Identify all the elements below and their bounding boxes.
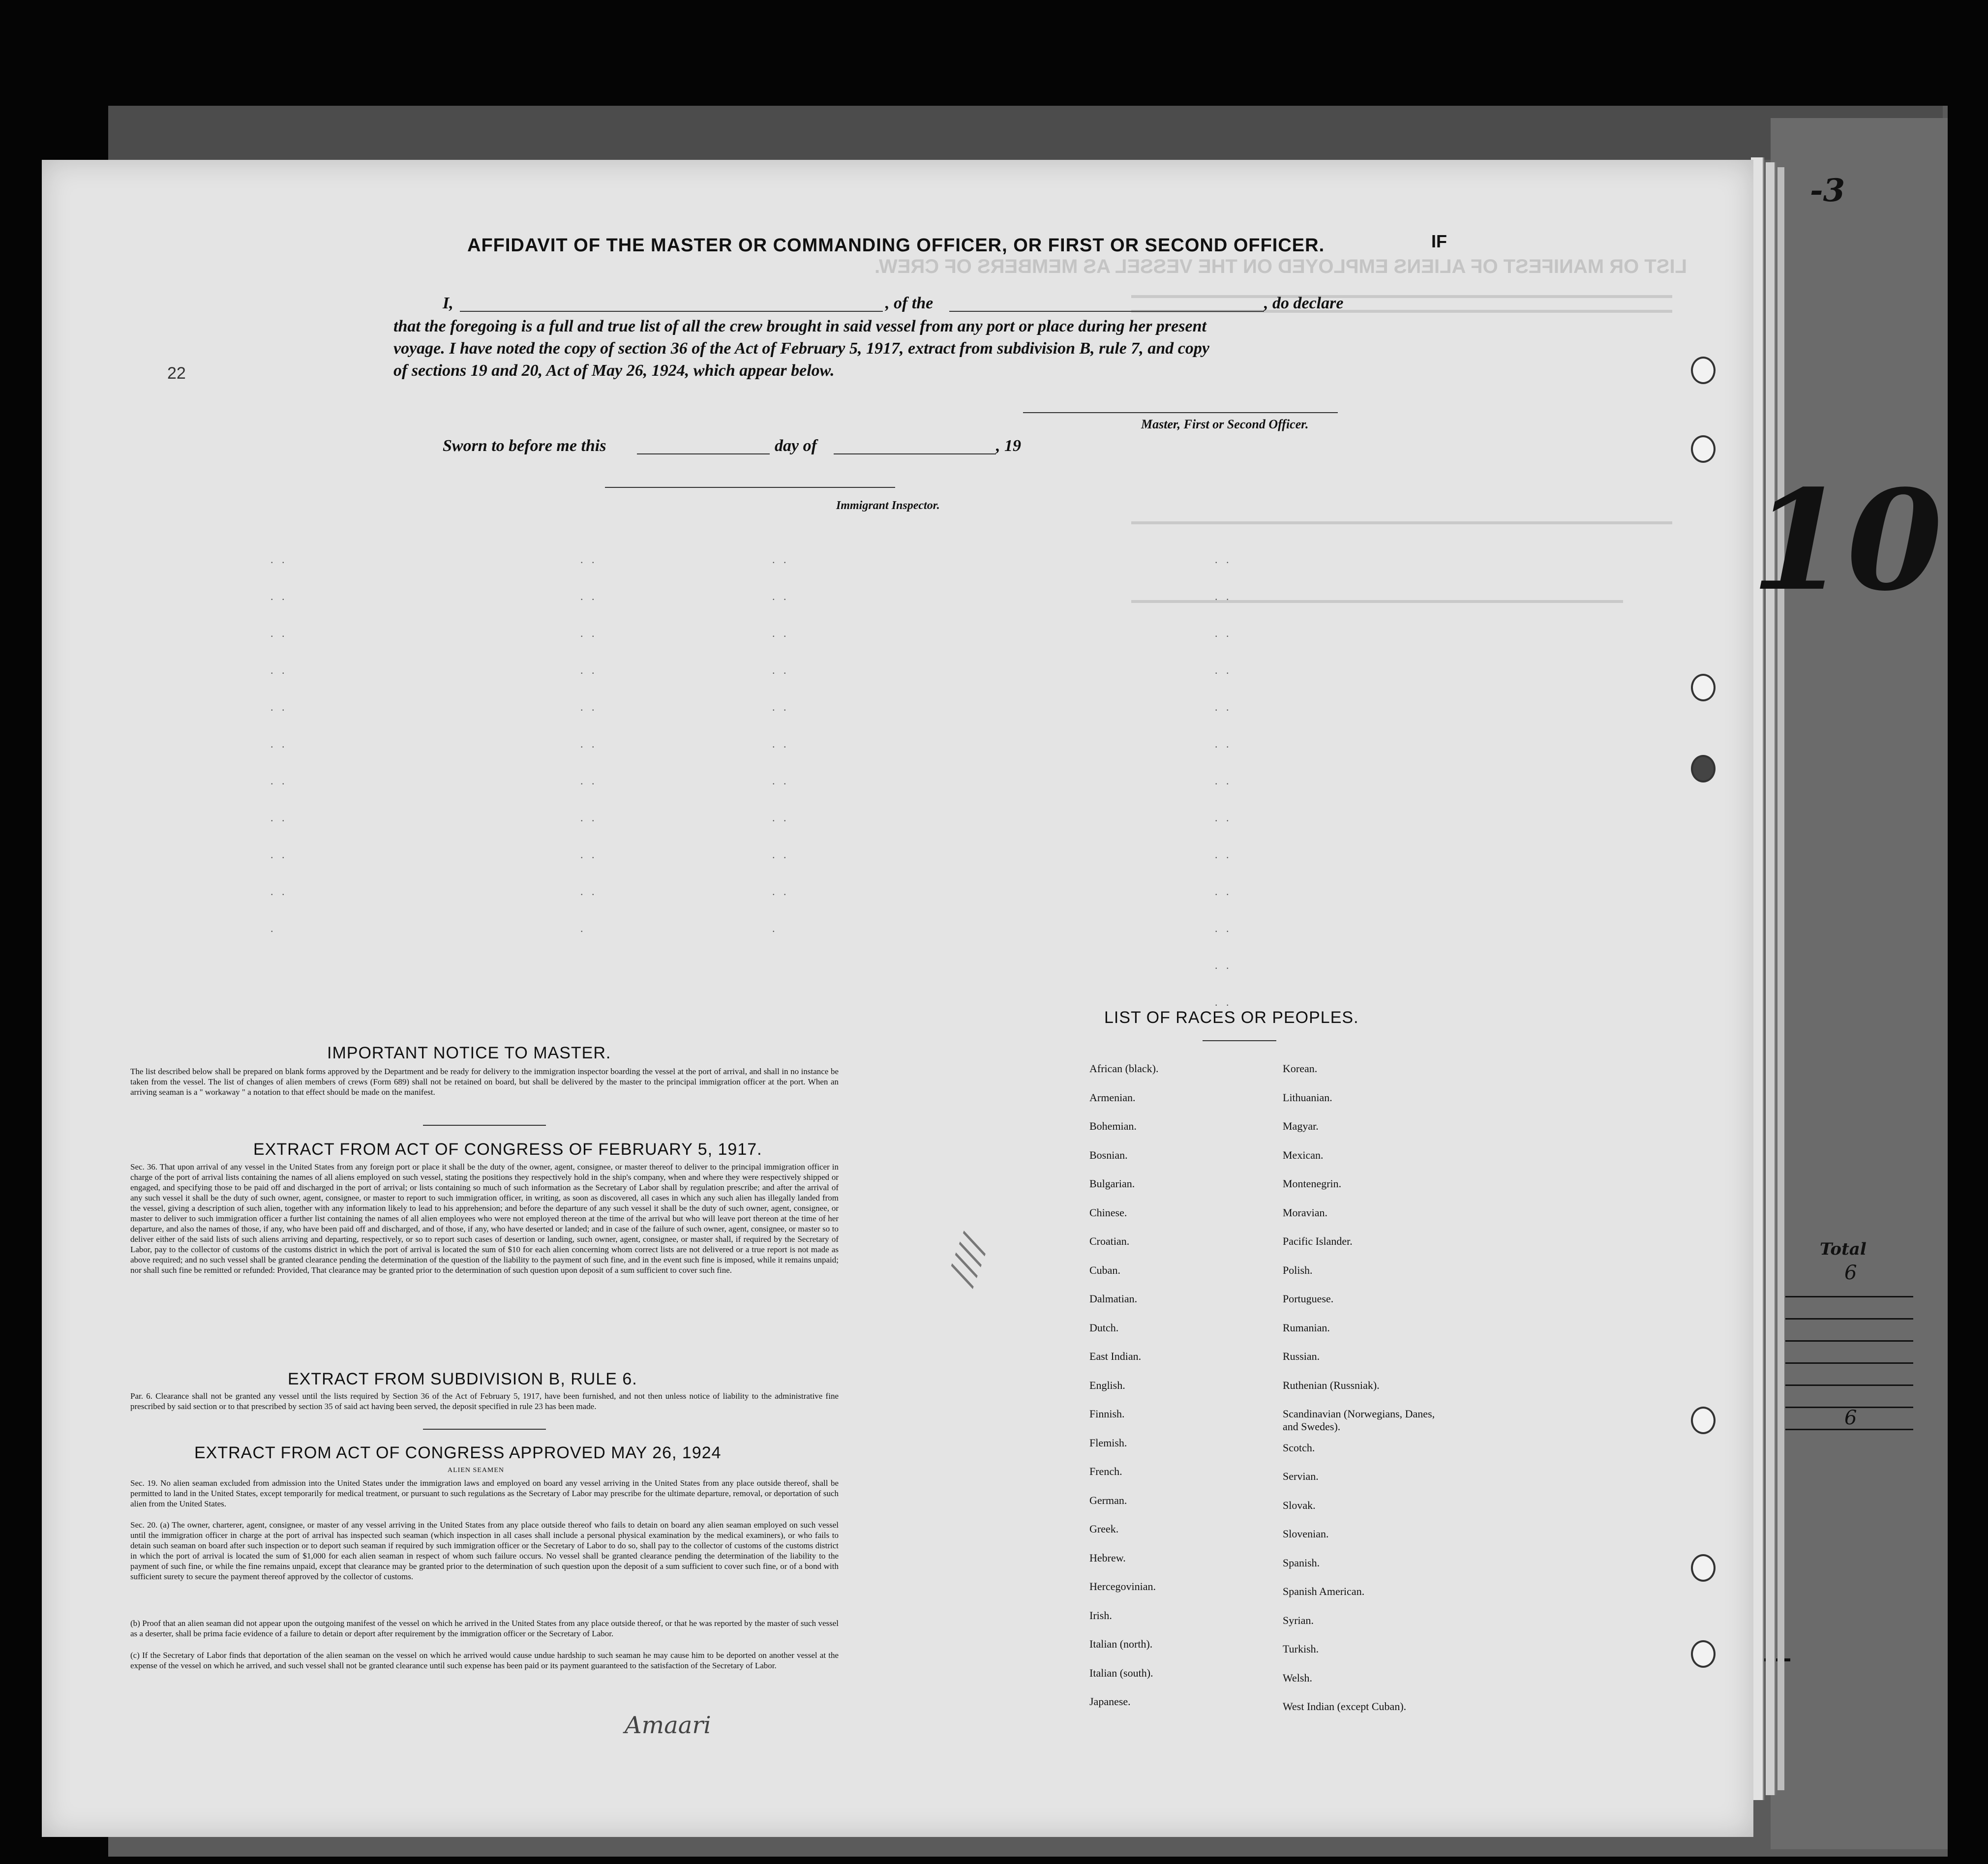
race-item: Scotch. [1283,1441,1315,1454]
affidavit-line-4: of sections 19 and 20, Act of May 26, 1924, which appear below. [393,361,835,380]
inspector-signature-line[interactable] [605,487,895,488]
race-item: Pacific Islander. [1283,1235,1353,1247]
vessel-blank-line[interactable] [949,311,1264,312]
month-blank[interactable] [834,453,996,454]
race-item: Turkish. [1283,1643,1319,1655]
affidavit-i: I, [443,294,453,312]
right-underlying-sheet [1771,118,1948,1849]
race-item: German. [1089,1494,1127,1506]
form-sheet [42,160,1753,1837]
ghost-line [1131,600,1623,603]
race-item: Polish. [1283,1263,1313,1276]
extract-rule6-title: EXTRACT FROM SUBDIVISION B, RULE 6. [288,1370,637,1388]
sworn-label: Sworn to before me this [443,437,606,455]
left-margin-number: 22 [167,364,186,383]
race-item: Armenian. [1089,1091,1136,1104]
punch-hole [1691,755,1716,782]
race-item: Chinese. [1089,1206,1127,1219]
stamp-letters: IF [1431,231,1447,251]
corner-number: -3 [1810,172,1845,209]
race-item: Finnish. [1089,1408,1125,1420]
extract-1917-title: EXTRACT FROM ACT OF CONGRESS OF FEBRUARY 5, 1917. [253,1140,762,1159]
dot-leader-column: . . . . . . . . . . . . . . . . . . . . . [580,553,598,934]
backing-top-strip [108,106,1943,160]
day-of-label: day of [775,437,817,455]
sec20a-body: Sec. 20. (a) The owner, charterer, agent, consignee, or master of any vessel arriving in the United States from any place outside thereof who fails to detain on board any alien seaman employed on such vessel until the immigration officer in charge at the port of arrival has inspected such seaman (which inspection in all cases shall include a personal physical examination by the medical examiners), or who fails to detain such seaman on board after such inspection or to deport such seaman if required by such immigration officer or the Secretary of Labor to do so, shall pay to the collector of customs of the customs district in which the port of arrival is located the sum of $1,000 for each alien seaman in respect of whom such failure occurs. No vessel shall be granted clearance pending the determination of the liability to the payment of such fine, or while the fine remains unpaid, except that clearance may be granted prior to the determination of such question upon the deposit of a sum sufficient to cover such fine, or of a bond with sufficient surety to secure the payment thereof approved by the collector of customs. [130,1520,839,1581]
punch-hole [1691,357,1716,384]
sworn-day-blank[interactable] [637,453,770,454]
notice-body: The list described below shall be prepared on blank forms approved by the Department and be ready for delivery to the immigration inspector boarding the vessel at the port of arrival, and shall in no instance be taken from the vessel. The list of changes of alien members of crews (Form 689) shall not be retained on board, but shall be delivered by the master to the principal immigration officer at the port. When an arriving seaman is a " workaway " a notation to that effect should be made on the manifest. [130,1067,839,1097]
race-item: Montenegrin. [1283,1177,1342,1190]
notice-title: IMPORTANT NOTICE TO MASTER. [327,1044,611,1062]
sec19-body: Sec. 19. No alien seaman excluded from admission into the United States under the immigration laws and employed on board any vessel arriving in the United States from any place outside thereof, shall be permitted to land in the United States, except temporarily for medical treatment, or pursuant to such regulations as the Secretary of Labor may prescribe for the ultimate departure, removal, or deportation of such alien from the United States. [130,1478,839,1508]
race-item: Ruthenian (Russniak). [1283,1379,1380,1391]
divider [1203,1040,1276,1041]
race-item: French. [1089,1465,1122,1477]
dot-leader-column: . . . . . . . . . . . . . . . . . . . . . [772,553,789,934]
inspector-label: Immigrant Inspector. [836,499,940,512]
page-edge [1766,162,1776,1795]
race-item: Bosnian. [1089,1148,1128,1161]
race-item: English. [1089,1379,1125,1391]
race-item: Russian. [1283,1350,1320,1362]
sec20c-body: (c) If the Secretary of Labor finds that deportation of the alien seaman on the vessel on which he arrived would cause undue hardship to such seaman he may cause him to be deported on another vessel at the expense of the vessel on which he arrived, and such vessel shall not be granted clearance until such expense has been paid or its payment guaranteed to the satisfaction of the Secretary of Labor. [130,1651,839,1670]
faint-tally-mark: //// [940,1231,994,1289]
affidavit-line-2: that the foregoing is a full and true list of all the crew brought in said vessel from any port or place during her present [393,317,1206,335]
race-item: Bohemian. [1089,1120,1137,1132]
race-item: Spanish American. [1283,1585,1365,1597]
race-item: Irish. [1089,1609,1112,1622]
race-item: African (black). [1089,1062,1159,1075]
race-item: Flemish. [1089,1436,1127,1449]
punch-hole [1691,1554,1716,1582]
race-item: Spanish. [1283,1556,1320,1569]
master-signature-label: Master, First or Second Officer. [1141,417,1309,431]
race-item: Scandinavian (Norwegians, Danes, and Swedes). [1283,1408,1435,1433]
affidavit-title: AFFIDAVIT OF THE MASTER OR COMMANDING OFFICER, OR FIRST OR SECOND OFFICER. [467,235,1325,256]
race-item: Hebrew. [1089,1551,1126,1564]
extract-1924-subtitle: ALIEN SEAMEN [448,1467,505,1474]
race-item: Welsh. [1283,1671,1312,1684]
dot-leader-column: . . . . . . . . . . . . . . . . . . . . . [271,553,288,934]
punch-hole [1691,1407,1716,1434]
race-item: Dalmatian. [1089,1293,1138,1305]
divider [423,1429,546,1430]
race-item: East Indian. [1089,1350,1142,1362]
dot-leader-column: . . . . . . . . . . . . . . . . . . . . . . . . . . [1215,553,1232,1008]
race-item: Cuban. [1089,1263,1120,1276]
race-item: Italian (north). [1089,1638,1153,1650]
divider [423,1125,546,1126]
extract-1924-title: EXTRACT FROM ACT OF CONGRESS APPROVED MAY 26, 1924 [194,1443,722,1462]
race-item: Syrian. [1283,1614,1314,1626]
mirrored-bleed-heading: LIST OR MANIFEST OF ALIENS EMPLOYED ON THE VESSEL AS MEMBERS OF CREW. [874,256,1687,277]
race-item: Servian. [1283,1470,1319,1482]
punch-hole [1691,674,1716,701]
race-item: Rumanian. [1283,1321,1330,1334]
race-item: Hercegovinian. [1089,1580,1156,1593]
total-value-bottom: 6 [1844,1407,1857,1429]
extract-1917-body: Sec. 36. That upon arrival of any vessel in the United States from any foreign port or place it shall be the duty of the owner, agent, consignee, or master thereof to deliver to the principal immigration officer in charge of the port of arrival lists containing the names of all aliens employed on such vessel, stating the positions they respectively hold in the ship's company, when and where they were respectively shipped or engaged, and specifying those to be paid off and discharged in the port of arrival; or lists containing so much of such information as the Secretary of Labor shall by regulation prescribe; and after the arrival of any such vessel it shall be the duty of such owner, agent, consignee, or master to report to such immigration officer, in writing, as soon as discovered, all cases in which any such alien has illegally landed from the vessel, giving a description of such alien, together with any information likely to lead to his apprehension; and before the departure of any such vessel it shall be the duty of such owner, agent, consignee, or master to deliver to such immigration officer a further list containing the names of all alien employees who were not employed thereon at the time of the arrival but who will leave port thereon at the time of her departure, and also the names of those, if any, who have been paid off and discharged, and of those, if any, who have deserted or landed; and in case of the failure of such owner, agent, consignee, or master so to deliver either of the said lists of such aliens arriving and departing, respectively, or so to report such cases of desertion or landing, such owner, agent, consignee, or master shall, if required by the Secretary of Labor, pay to the collector of customs of the customs district in which the port of arrival is located the sum of $10 for each alien concerning whom correct lists are not delivered or a true report is not made as above required; and no such vessel shall be granted clearance pending the determination of the question of the liability to the payment of such fine, and in the event such fine is imposed, while it remains unpaid; nor shall such fine be remitted or refunded: Provided, That clearance may be granted prior to the determination of such question upon deposit of a sum sufficient to cover such fine. [130,1162,839,1275]
affidavit-declare: , do declare [1264,294,1344,312]
race-item: Portuguese. [1283,1293,1334,1305]
race-item: Moravian. [1283,1206,1328,1219]
race-item: Italian (south). [1089,1666,1153,1679]
races-title: LIST OF RACES OR PEOPLES. [1104,1008,1359,1027]
race-item: Korean. [1283,1062,1318,1075]
affidavit-of-the: , of the [885,294,934,312]
race-item: Slovak. [1283,1499,1316,1511]
race-item: Magyar. [1283,1120,1319,1132]
race-item: Bulgarian. [1089,1177,1135,1190]
sec20b-body: (b) Proof that an alien seaman did not appear upon the outgoing manifest of the vessel on which he arrived in the United States from any place outside thereof, or that he was reported by the master of such vessel as a deserter, shall be prima facie evidence of a failure to detain or deport after requirement by the immigration officer or the Secretary of Labor. [130,1619,839,1638]
race-item: Croatian. [1089,1235,1130,1247]
race-item: Lithuanian. [1283,1091,1332,1104]
race-item: Greek. [1089,1523,1119,1535]
ghost-line [1131,521,1672,524]
punch-hole [1691,1640,1716,1668]
affidavit-line-3: voyage. I have noted the copy of section 36 of the Act of February 5, 1917, extract from subdivision B, rule 7, and copy [393,339,1209,358]
name-blank-line[interactable] [460,311,883,312]
race-item: Dutch. [1089,1321,1119,1334]
big-handwritten-number: 10 [1751,460,1943,622]
total-label: Total [1820,1239,1867,1259]
punch-hole [1691,435,1716,463]
year-label: , 19 [996,437,1021,455]
page-edge [1777,167,1784,1790]
extract-rule6-body: Par. 6. Clearance shall not be granted any vessel until the lists required by Section 36 of the Act of February 5, 1917, have been furnished, and not then unless notice of liability to the administrative fine prescribed by said section or to that prescribed by section 35 of said act having been served, the deposit specified in rule 23 has been made. [130,1391,839,1411]
race-item: Slovenian. [1283,1528,1329,1540]
ghost-line [1131,295,1672,298]
master-signature-line[interactable] [1023,412,1338,413]
race-item: Mexican. [1283,1148,1324,1161]
total-value-top: 6 [1844,1262,1857,1284]
race-item: West Indian (except Cuban). [1283,1700,1407,1713]
bottom-handwritten-tally: Amaari [625,1712,711,1739]
race-item: Japanese. [1089,1695,1131,1708]
